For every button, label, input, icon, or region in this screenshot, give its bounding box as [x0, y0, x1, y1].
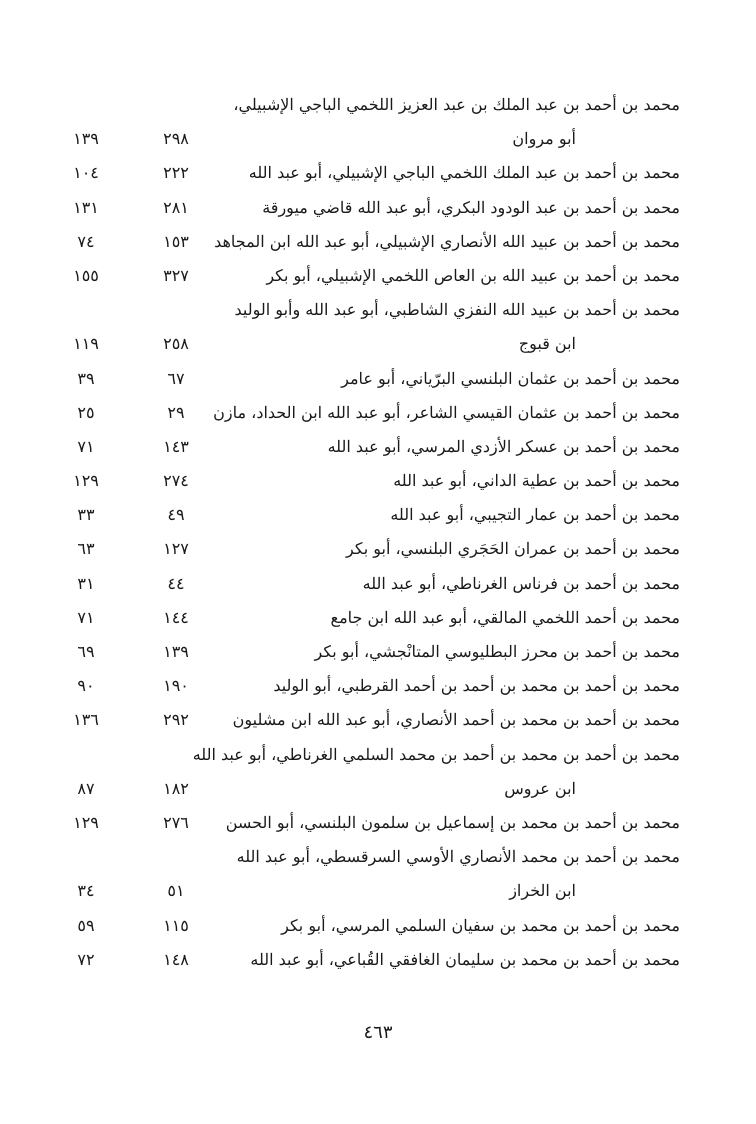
entry-number-2: ٧٤	[77, 231, 95, 251]
entry-number-1: ١٨٢	[163, 778, 189, 798]
entry-number-1: ٢٩٢	[163, 710, 189, 730]
entry-name: محمد بن أحمد بن عبيد الله النفزي الشاطبي، أبو عبد الله وأبو الوليد	[234, 300, 680, 320]
entry-number-1: ١٢٧	[163, 539, 189, 559]
index-entry	[60, 498, 686, 532]
entry-number-1: ١٤٣	[163, 436, 189, 456]
index-entry	[60, 909, 686, 943]
entry-number-2: ١٣٦	[73, 710, 99, 730]
entry-number-1: ٢٧٤	[163, 471, 189, 491]
entry-number-2: ٧١	[77, 436, 95, 456]
page-number: ٤٦٣	[363, 1022, 393, 1043]
entry-number-1: ٤٩	[167, 505, 185, 525]
entry-name: محمد بن أحمد بن عبد الملك اللخمي الباجي الإشبيلي، أبو عبد الله	[248, 163, 680, 183]
entry-number-2: ٣٣	[77, 505, 95, 525]
index-entry	[60, 88, 686, 156]
entry-name: محمد بن أحمد بن محرز البطليوسي المتانْجشي، أبو بكر	[314, 642, 680, 661]
entry-number-1: ٤٤	[167, 573, 185, 593]
entry-name: محمد بن أحمد بن محمد بن سفيان السلمي المرسي، أبو بكر	[281, 915, 680, 935]
entry-name-continuation: أبو مروان	[512, 129, 576, 149]
entry-name: محمد بن أحمد بن محمد بن سليمان الغافقي القُباعي، أبو عبد الله	[250, 949, 680, 969]
entry-number-2: ١٥٥	[73, 265, 99, 285]
entry-number-1: ٢٨١	[163, 197, 189, 217]
entry-number-1: ١٥٣	[163, 231, 189, 251]
entry-number-2: ١٢٩	[73, 471, 99, 491]
index-entry	[60, 191, 686, 225]
index-entry	[60, 840, 686, 908]
entry-number-2: ٥٩	[77, 915, 95, 935]
entry-number-1: ١٩٠	[163, 676, 189, 696]
entry-number-2: ١١٩	[73, 334, 99, 354]
entry-number-2: ٦٩	[77, 642, 95, 661]
entry-number-1: ١٤٤	[163, 607, 189, 627]
index-entry	[60, 635, 686, 669]
entry-number-1: ١٤٨	[163, 949, 189, 969]
entry-name: محمد بن أحمد بن عمران الحَجَري البلنسي، أبو بكر	[346, 539, 680, 559]
index-entry	[60, 362, 686, 396]
index-entry	[60, 430, 686, 464]
index-entry	[60, 259, 686, 293]
index-entry	[60, 738, 686, 806]
entry-number-2: ٣٤	[77, 881, 95, 901]
entry-name-continuation: ابن الخراز	[509, 881, 576, 901]
entry-number-2: ٨٧	[77, 778, 95, 798]
index-entry	[60, 156, 686, 190]
index-entry	[60, 806, 686, 840]
entry-number-2: ٩٠	[77, 676, 95, 696]
entry-name: محمد بن أحمد بن محمد بن أحمد بن أحمد القرطبي، أبو الوليد	[273, 676, 680, 696]
entry-number-1: ٢٩	[167, 402, 185, 422]
entry-name-continuation: ابن قبوج	[518, 334, 576, 354]
entry-name: محمد بن أحمد بن فرناس الغرناطي، أبو عبد الله	[362, 573, 680, 593]
entry-number-2: ٢٥	[77, 402, 95, 422]
entry-name: محمد بن أحمد بن عمار التجيبي، أبو عبد الله	[390, 505, 680, 525]
entry-name: محمد بن أحمد بن محمد بن إسماعيل بن سلمون البلنسي، أبو الحسن	[225, 812, 680, 832]
index-entry	[60, 225, 686, 259]
entry-number-2: ٦٣	[77, 539, 95, 559]
index-entry	[60, 567, 686, 601]
index-entry	[60, 601, 686, 635]
entry-number-1: ٢٧٦	[163, 812, 189, 832]
entry-name: محمد بن أحمد بن عبيد الله الأنصاري الإشبيلي، أبو عبد الله ابن المجاهد	[214, 231, 680, 251]
entry-number-1: ١١٥	[163, 915, 189, 935]
entry-number-2: ٣٩	[77, 368, 95, 388]
index-entry	[60, 703, 686, 737]
entry-number-2: ٧٢	[77, 949, 95, 969]
index-entry	[60, 396, 686, 430]
entry-name-continuation: ابن عروس	[504, 778, 576, 798]
entry-name: محمد بن أحمد بن عبد الملك بن عبد العزيز اللخمي الباجي الإشبيلي،	[233, 95, 680, 114]
entry-number-1: ٢٥٨	[163, 334, 189, 354]
entry-number-2: ٣١	[77, 573, 95, 593]
entry-name: محمد بن أحمد بن محمد بن أحمد بن محمد السلمي الغرناطي، أبو عبد الله	[192, 744, 680, 764]
entry-name: محمد بن أحمد بن محمد الأنصاري الأوسي السرقسطي، أبو عبد الله	[236, 847, 680, 867]
index-entry	[60, 669, 686, 703]
entry-number-1: ٣٢٧	[163, 265, 189, 285]
entry-number-2: ١٢٩	[73, 812, 99, 832]
entry-name: محمد بن أحمد بن عثمان البلنسي البرّياني، أبو عامر	[341, 368, 680, 388]
entry-number-1: ٥١	[167, 881, 185, 901]
entry-number-1: ٦٧	[167, 368, 185, 388]
entry-number-2: ١٣٩	[73, 129, 99, 149]
entry-name: محمد بن أحمد بن عبيد الله بن العاص اللخمي الإشبيلي، أبو بكر	[266, 265, 680, 285]
entry-number-1: ٢٩٨	[163, 129, 189, 149]
entry-number-1: ١٣٩	[163, 642, 189, 661]
entry-name: محمد بن أحمد بن محمد بن أحمد الأنصاري، أبو عبد الله ابن مشليون	[232, 710, 680, 730]
index-entry	[60, 943, 686, 977]
entry-name: محمد بن أحمد بن عطية الداني، أبو عبد الله	[393, 471, 680, 491]
entry-number-2: ١٠٤	[73, 163, 99, 183]
entry-number-2: ١٣١	[73, 197, 99, 217]
index-entry	[60, 293, 686, 361]
index-list	[60, 88, 686, 977]
entry-name: محمد بن أحمد بن عبد الودود البكري، أبو عبد الله قاضي ميورقة	[262, 197, 680, 217]
index-entry	[60, 532, 686, 566]
entry-name: محمد بن أحمد اللخمي المالقي، أبو عبد الله ابن جامع	[330, 607, 680, 627]
entry-number-2: ٧١	[77, 607, 95, 627]
index-entry	[60, 464, 686, 498]
entry-number-1: ٢٢٢	[163, 163, 189, 183]
entry-name: محمد بن أحمد بن عثمان القيسي الشاعر، أبو عبد الله ابن الحداد، مازن	[213, 402, 680, 422]
entry-name: محمد بن أحمد بن عسكر الأزدي المرسي، أبو عبد الله	[327, 436, 680, 456]
